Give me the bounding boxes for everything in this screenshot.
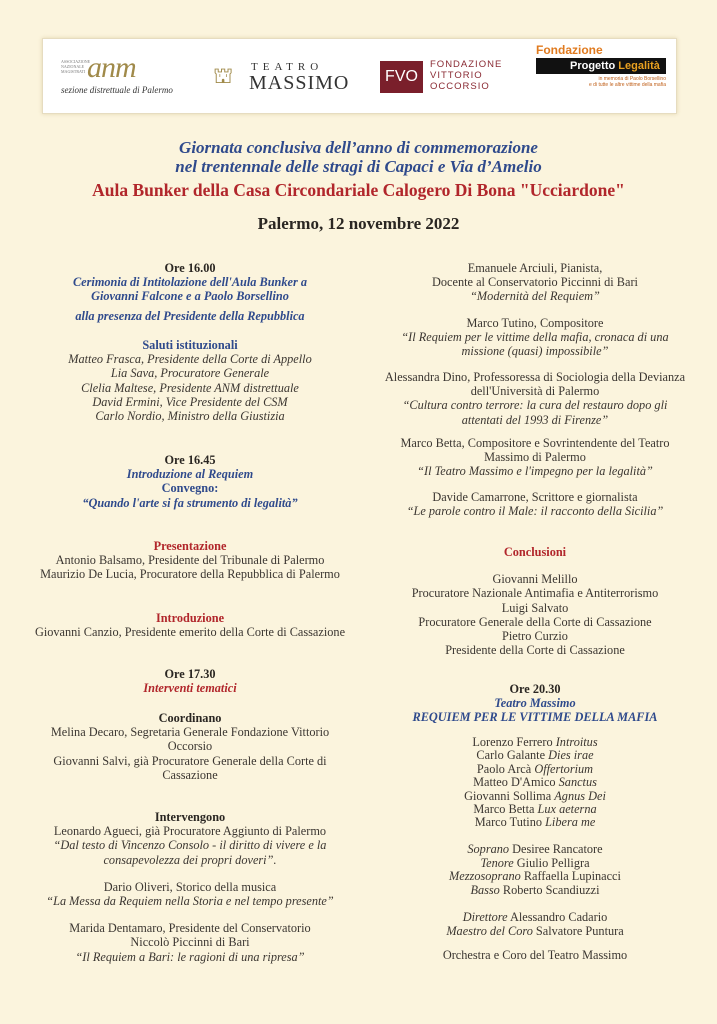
talk-title: “Dal testo di Vincenzo Consolo - il diritto di vivere e la (53, 838, 327, 853)
session-time: Ore 16.45 (164, 453, 216, 467)
fpl-tag: in memoria di Paolo Borsellino (598, 76, 666, 82)
role: Direttore (462, 910, 508, 924)
talk-title: “Le parole contro il Male: il racconto della Sicilia” (406, 504, 664, 519)
session-1645 (20, 453, 360, 510)
convegno-title: “Quando l'arte si fa strumento di legalità” (82, 495, 298, 510)
talk-title: “Cultura contro terrore: la cura del restauro dopo gli (402, 398, 668, 413)
talk-title: “Il Requiem a Bari: le ragioni di una ripresa” (75, 949, 305, 964)
session-2030 (365, 682, 705, 725)
section-heading: Intervengono (154, 810, 226, 824)
performer: Salvatore Puntura (535, 923, 624, 938)
composer: Matteo D'Amico (473, 775, 556, 790)
fpl-name2: Legalità (618, 60, 660, 72)
performer: Desiree Rancatore (512, 842, 603, 856)
direction (365, 911, 705, 938)
session-title: Convegno: (161, 481, 219, 496)
theatre-dome-icon: ⛫ (213, 63, 234, 88)
speaker: dell'Università di Palermo (470, 384, 600, 399)
intervengono-section (20, 810, 360, 964)
speaker: David Ermini, Vice Presidente del CSM (92, 394, 288, 409)
composer: Lorenzo Ferrero (472, 735, 553, 749)
talk-title: “Il Requiem per le vittime della mafia, cronaca di una (401, 330, 669, 345)
section-heading: Conclusioni (503, 545, 567, 559)
talk-title: “Il Teatro Massimo e l'impegno per la legalità” (417, 464, 653, 479)
speaker: Emanuele Arciuli, Pianista, (467, 261, 603, 275)
speaker: Antonio Balsamo, Presidente del Tribunale di Palermo (55, 553, 325, 568)
speaker: Melina Decaro, Segretaria Generale Fondazione Vittorio (50, 725, 330, 740)
movement (365, 816, 705, 829)
session-title: REQUIEM PER LE VITTIME DELLA MAFIA (412, 710, 658, 725)
performer: Raffaella Lupinacci (523, 869, 621, 884)
session-title: Interventi tematici (143, 681, 237, 696)
speaker: Massimo di Palermo (484, 450, 586, 465)
presentazione-section (20, 539, 360, 582)
work: Lux aeterna (537, 802, 597, 817)
session-title: Cerimonia di Intitolazione dell'Aula Bunker a (72, 275, 308, 290)
event-title (0, 138, 717, 176)
fpl-tagline (536, 76, 666, 88)
section-heading: Saluti istituzionali (142, 338, 238, 352)
role: Basso (470, 882, 500, 897)
role: Mezzosoprano (449, 869, 521, 884)
anm-logo-subtitle: sezione distrettuale di Palermo (61, 85, 173, 95)
talk-title: attentati del 1993 di Firenze” (461, 412, 609, 427)
speaker: Procuratore Generale della Corte di Cassazione (418, 614, 652, 629)
speaker: Carlo Nordio, Ministro della Giustizia (95, 409, 285, 424)
session-1600 (20, 261, 360, 323)
composer: Carlo Galante (476, 748, 546, 763)
movement (365, 776, 705, 789)
speaker: Dario Oliveri, Storico della musica (103, 879, 277, 894)
talk-camarrone (365, 490, 705, 518)
progetto-legalita-logo (536, 43, 666, 119)
section-heading: Introduzione (155, 611, 225, 625)
fvo-mark: FVO (380, 61, 423, 93)
fpl-name1: Progetto (570, 60, 616, 72)
movement (365, 803, 705, 816)
session-title: Giovanni Falcone e a Paolo Borsellino (91, 289, 289, 304)
fpl-tag: e di tutte le altre vittime della mafia (589, 82, 666, 88)
talk-arciuli (365, 261, 705, 304)
speaker: Presidente della Corte di Cassazione (445, 643, 625, 658)
talk-betta (365, 436, 705, 479)
role: Maestro del Coro (446, 923, 533, 938)
composer: Giovanni Sollima (464, 788, 552, 803)
section-heading: Coordinano (158, 711, 222, 725)
teatro-logo-line1: TEATRO (251, 61, 324, 73)
venue: Aula Bunker della Casa Circondariale Calogero Di Bona "Ucciardone" (92, 180, 625, 200)
speaker: Marco Tutino, Compositore (466, 316, 604, 330)
talk-tutino (365, 316, 705, 359)
performer: Alessandro Cadario (509, 910, 608, 924)
speaker: Marco Betta, Compositore e Sovrintendente del Teatro (400, 436, 670, 450)
fpl-line1: Fondazione (536, 43, 603, 57)
composer: Paolo Arcà (476, 761, 532, 776)
speaker: Marida Dentamaro, Presidente del Conservatorio (69, 921, 311, 936)
speaker: Pietro Curzio (502, 629, 568, 644)
role: Tenore (480, 855, 514, 870)
director (365, 925, 705, 939)
speaker: Occorsio (167, 739, 213, 754)
session-1730 (20, 667, 360, 695)
speaker: Giovanni Melillo (492, 572, 578, 587)
composer: Marco Tutino (474, 815, 542, 830)
performer: Roberto Scandiuzzi (502, 882, 600, 897)
soloist (365, 843, 705, 857)
saluti-section (20, 338, 360, 423)
orchestra: Orchestra e Coro del Teatro Massimo (442, 948, 628, 962)
fvo-line: FONDAZIONE (430, 59, 503, 70)
talk-dino (365, 370, 705, 427)
soloist (365, 870, 705, 884)
speaker: Leonardo Agueci, già Procuratore Aggiunto di Palermo (53, 824, 327, 839)
work: Agnus Dei (554, 788, 606, 803)
conclusioni-section (365, 545, 705, 657)
work: Dies irae (548, 748, 594, 763)
speaker: Alessandra Dino, Professoressa di Sociologia della Devianza (384, 370, 686, 384)
movement (365, 790, 705, 803)
title-line: Giornata conclusiva dell’anno di commemorazione (179, 138, 538, 157)
fpl-name (536, 58, 666, 74)
anm-logo-small-text: ASSOCIAZIONE NAZIONALE MAGISTRATI (61, 59, 91, 74)
session-subtitle: alla presenza del Presidente della Repubblica (75, 308, 305, 323)
speaker: Clelia Maltese, Presidente ANM distrettuale (81, 380, 299, 395)
work: Introitus (555, 735, 598, 749)
talk-title: missione (quasi) impossibile” (461, 344, 609, 359)
fvo-text (430, 59, 502, 92)
speaker: Procuratore Nazionale Antimafia e Antiterrorismo (411, 586, 659, 601)
soloist (365, 857, 705, 871)
speaker: Cassazione (162, 767, 218, 782)
movement (365, 736, 705, 749)
soloists (365, 843, 705, 897)
role: Soprano (467, 842, 510, 856)
teatro-logo-line2: MASSIMO (249, 72, 350, 94)
composer: Marco Betta (473, 802, 535, 817)
session-time: Ore 20.30 (509, 682, 561, 696)
work: Libera me (545, 815, 596, 830)
work: Offertorium (534, 761, 594, 776)
talk-title: consapevolezza dei propri doveri”. (103, 852, 277, 867)
session-time: Ore 17.30 (164, 667, 216, 681)
coordinano-section (20, 711, 360, 782)
talk-title: “Modernità del Requiem” (470, 289, 600, 304)
fvo-line: VITTORIO (430, 70, 483, 81)
requiem-movements (365, 736, 705, 830)
introduzione-section (20, 611, 360, 639)
speaker: Giovanni Salvi, già Procuratore Generale della Corte di (53, 753, 327, 768)
movement (365, 749, 705, 762)
sponsor-logos-banner (42, 38, 677, 114)
anm-logo-word: anm (87, 51, 136, 84)
talk-title: “La Messa da Requiem nella Storia e nel tempo presente” (46, 894, 334, 909)
speaker: Giovanni Canzio, Presidente emerito della Corte di Cassazione (34, 625, 346, 640)
event-date: Palermo, 12 novembre 2022 (257, 214, 460, 233)
soloist (365, 884, 705, 898)
speaker: Maurizio De Lucia, Procuratore della Repubblica di Palermo (40, 567, 340, 582)
work: Sanctus (558, 775, 597, 790)
session-title: Teatro Massimo (494, 696, 576, 711)
speaker: Docente al Conservatorio Piccinni di Bari (432, 275, 638, 290)
speaker: Niccolò Piccinni di Bari (130, 935, 250, 950)
director (365, 911, 705, 925)
speaker: Matteo Frasca, Presidente della Corte di Appello (68, 352, 312, 367)
fvo-line: OCCORSIO (430, 81, 490, 92)
performer: Giulio Pelligra (516, 855, 590, 870)
speaker: Davide Camarrone, Scrittore e giornalista (432, 490, 638, 504)
title-line: nel trentennale delle stragi di Capaci e Via d’Amelio (175, 157, 542, 176)
section-heading: Presentazione (153, 539, 227, 553)
speaker: Lia Sava, Procuratore Generale (110, 366, 270, 381)
session-title: Introduzione al Requiem (126, 467, 254, 482)
speaker: Luigi Salvato (501, 600, 569, 615)
movement (365, 763, 705, 776)
session-time: Ore 16.00 (164, 261, 216, 275)
